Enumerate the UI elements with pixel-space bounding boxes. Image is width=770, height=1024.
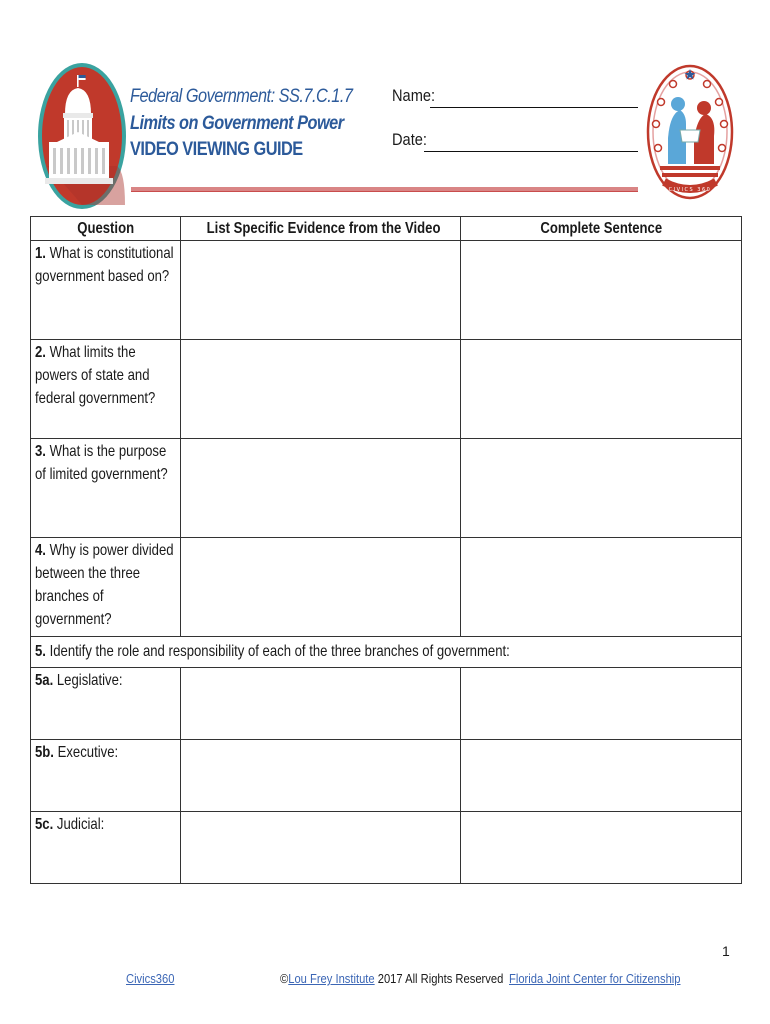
table-row	[31, 340, 742, 439]
sentence-cell[interactable]	[461, 812, 742, 884]
name-line[interactable]	[430, 107, 638, 108]
date-field[interactable]	[392, 130, 642, 154]
evidence-cell[interactable]	[181, 340, 461, 439]
sentence-cell[interactable]	[461, 668, 742, 740]
question-cell: 1. What is constitutional government based on?	[31, 241, 181, 340]
question-cell: 5b. Executive:	[31, 740, 181, 812]
worksheet-title-block	[130, 84, 390, 163]
sentence-cell[interactable]	[461, 241, 742, 340]
column-header-evidence: List Specific Evidence from the Video	[181, 217, 461, 241]
header-divider	[131, 187, 638, 192]
name-label: Name:	[392, 86, 436, 105]
table-row	[31, 812, 742, 884]
table-row	[31, 439, 742, 538]
course-title: Federal Government: SS.7.C.1.7	[130, 86, 353, 107]
lesson-title: Limits on Government Power	[130, 113, 344, 134]
copyright-notice: ©Lou Frey Institute 2017 All Rights Reserved	[280, 971, 504, 986]
question-cell: 2. What limits the powers of state and federal government?	[31, 340, 181, 439]
table-row	[31, 241, 742, 340]
table-row	[31, 668, 742, 740]
question-cell: 4. Why is power divided between the three branches of government?	[31, 538, 181, 637]
name-field[interactable]	[392, 86, 642, 110]
capitol-building-icon	[37, 62, 127, 210]
evidence-cell[interactable]	[181, 538, 461, 637]
svg-text:CIVICS 360: CIVICS 360	[668, 187, 712, 193]
date-line[interactable]	[424, 151, 638, 152]
table-header-row	[31, 217, 742, 241]
sentence-cell[interactable]	[461, 740, 742, 812]
table-row	[31, 740, 742, 812]
question-cell: 5c. Judicial:	[31, 812, 181, 884]
table-row-wide	[31, 637, 742, 668]
evidence-cell[interactable]	[181, 241, 461, 340]
evidence-table	[30, 216, 742, 884]
evidence-cell[interactable]	[181, 740, 461, 812]
civics360-logo-icon	[646, 64, 734, 202]
lou-frey-institute-link[interactable]: Lou Frey Institute	[288, 971, 375, 986]
column-header-sentence: Complete Sentence	[461, 217, 742, 241]
question-cell: 3. What is the purpose of limited government?	[31, 439, 181, 538]
evidence-cell[interactable]	[181, 439, 461, 538]
column-header-question: Question	[31, 217, 181, 241]
sentence-cell[interactable]	[461, 340, 742, 439]
page-number: 1	[722, 943, 730, 959]
florida-joint-center-link[interactable]: Florida Joint Center for Citizenship	[509, 971, 681, 986]
branches-prompt-cell: 5. Identify the role and responsibility of each of the three branches of government:	[31, 637, 742, 668]
guide-title: VIDEO VIEWING GUIDE	[130, 139, 303, 160]
evidence-cell[interactable]	[181, 668, 461, 740]
sentence-cell[interactable]	[461, 439, 742, 538]
date-label: Date:	[392, 130, 427, 149]
evidence-cell[interactable]	[181, 812, 461, 884]
sentence-cell[interactable]	[461, 538, 742, 637]
question-cell: 5a. Legislative:	[31, 668, 181, 740]
table-row	[31, 538, 742, 637]
civics360-link[interactable]: Civics360	[126, 971, 175, 986]
